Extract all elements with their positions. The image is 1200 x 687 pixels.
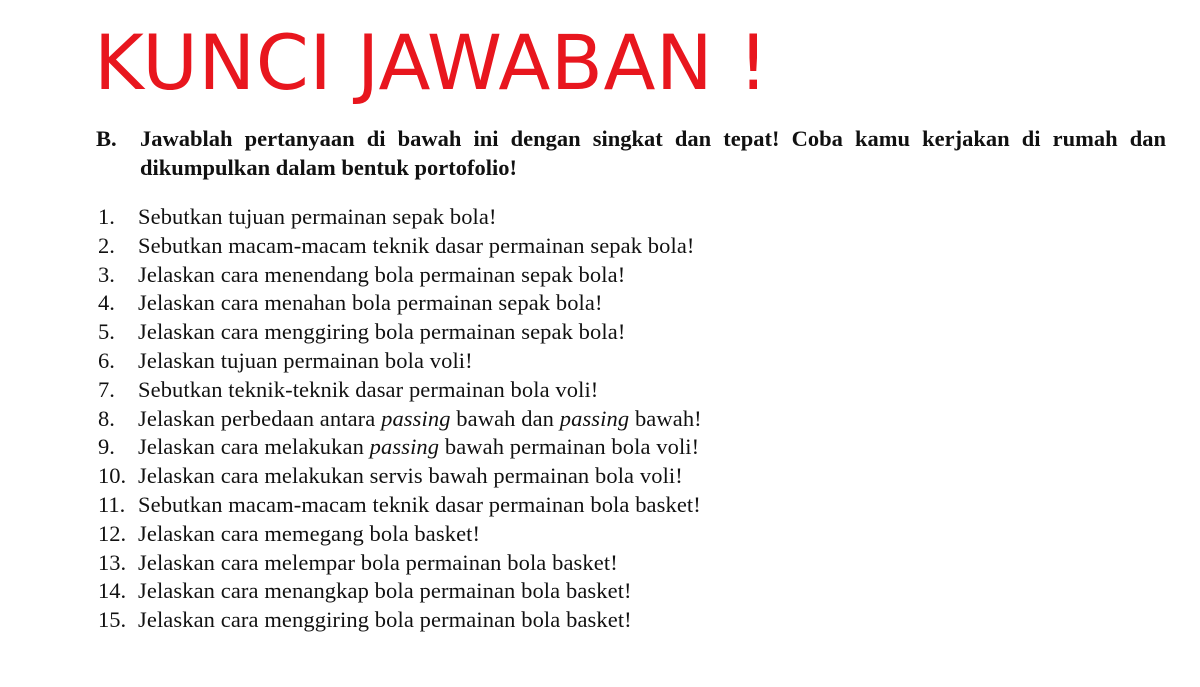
italic-term: passing (381, 405, 451, 431)
question-text (138, 491, 1168, 520)
question-text-part: Sebutkan macam-macam teknik dasar permainan sepak bola! (138, 232, 695, 258)
question-text-part: Jelaskan cara melakukan (138, 434, 370, 460)
question-item (98, 261, 1168, 290)
question-text-part: Sebutkan teknik-teknik dasar permainan bola voli! (138, 376, 599, 402)
question-item (98, 462, 1168, 491)
question-text (138, 318, 1168, 347)
question-number: 6. (98, 347, 115, 373)
question-text (138, 549, 1168, 578)
question-number: 1. (98, 204, 115, 229)
question-text-part: Jelaskan cara melakukan servis bawah permainan bola voli! (138, 463, 683, 489)
question-text (138, 347, 1168, 376)
question-text-part: Sebutkan macam-macam teknik dasar permainan bola basket! (138, 491, 701, 517)
italic-term: passing (559, 405, 630, 431)
question-text-part: Jelaskan cara menendang bola permainan sepak bola! (138, 261, 626, 287)
question-text (138, 376, 1168, 405)
question-item (98, 433, 1168, 462)
question-text (138, 289, 1168, 318)
question-text-part: Sebutkan tujuan permainan sepak bola! (138, 204, 497, 229)
question-item (98, 491, 1168, 520)
question-text-part: Jelaskan cara menggiring bola permainan bola basket! (138, 607, 632, 633)
question-text-part: Jelaskan cara melempar bola permainan bola basket! (138, 549, 618, 575)
question-number: 4. (98, 290, 115, 316)
question-text (138, 232, 1168, 261)
question-text (138, 261, 1168, 290)
question-text-part: bawah permainan bola voli! (439, 434, 700, 460)
question-number: 13. (98, 549, 127, 575)
question-text (138, 577, 1168, 606)
question-text (138, 462, 1168, 491)
question-number: 3. (98, 261, 115, 287)
question-text-part: Jelaskan tujuan permainan bola voli! (138, 347, 473, 373)
question-item (98, 347, 1168, 376)
question-item (98, 376, 1168, 405)
question-text-part: Jelaskan perbedaan antara (138, 405, 382, 431)
question-text-part: Jelaskan cara menahan bola permainan sepak bola! (138, 290, 603, 316)
question-text (138, 606, 1168, 635)
instruction-text: Jawablah pertanyaan di bawah ini dengan singkat dan tepat! Coba kamu kerjakan di rumah dan dikumpulkan dalam bentuk portofolio! (140, 126, 1166, 180)
question-text-part: bawah dan (450, 405, 560, 431)
question-text (138, 203, 1168, 232)
question-text (138, 405, 1168, 434)
question-item (98, 520, 1168, 549)
section-instruction (96, 124, 1166, 182)
question-number: 15. (98, 607, 127, 633)
page-title: KUNCI JAWABAN ! (94, 18, 769, 107)
question-item (98, 405, 1168, 434)
question-item (98, 577, 1168, 606)
question-item (98, 203, 1168, 232)
question-number: 5. (98, 319, 115, 345)
question-text-part: Jelaskan cara memegang bola basket! (138, 520, 481, 546)
question-text-part: Jelaskan cara menggiring bola permainan sepak bola! (138, 319, 626, 345)
question-item (98, 318, 1168, 347)
question-number: 7. (98, 376, 115, 402)
question-text (138, 433, 1168, 462)
question-item (98, 232, 1168, 261)
question-number: 12. (98, 520, 127, 546)
question-number: 14. (98, 578, 127, 604)
question-text (138, 520, 1168, 549)
question-text-part: bawah! (629, 405, 702, 431)
question-number: 9. (98, 434, 115, 460)
question-number: 10. (98, 463, 127, 489)
question-list (98, 203, 1168, 635)
question-item (98, 549, 1168, 578)
question-number: 8. (98, 405, 115, 431)
italic-term: passing (369, 434, 440, 460)
question-number: 2. (98, 232, 115, 258)
question-text-part: Jelaskan cara menangkap bola permainan bola basket! (138, 578, 632, 604)
section-letter: B. (96, 126, 117, 151)
question-item (98, 289, 1168, 318)
question-number: 11. (98, 491, 126, 517)
question-item (98, 606, 1168, 635)
